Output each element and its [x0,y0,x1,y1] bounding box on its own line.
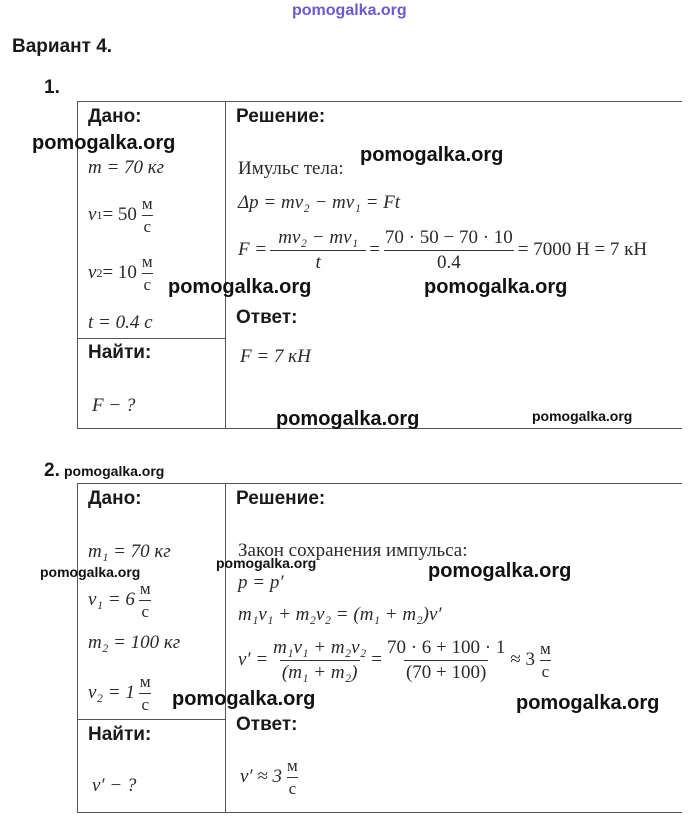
p2-eq3-result: ≈ 3 [510,649,536,670]
p2-find-divider [77,719,226,720]
p2-v2-unit [138,672,153,715]
p1-eq1: Δp = mv₂ − mv₁ = Ft [238,192,401,213]
p1-solution-intro: Имульс тела: [238,158,344,179]
p1-eq2-frac2-num: 70 · 50 − 70 · 10 [384,226,513,248]
p2-given-m2: m₂ = 100 кг [88,632,181,653]
p2-eq3-unit [538,639,553,682]
watermark-p1-c: pomogalka.org [168,276,312,298]
p2-eq3-unit-den: с [541,661,550,681]
p2-v2-unit-num: м [139,671,151,691]
p1-eq2-frac1-den: t [270,250,366,274]
p2-left-border [77,483,78,813]
p2-v1-unit-den: с [141,601,150,621]
p1-find-value: F − ? [92,395,136,416]
p2-v2-unit-den: с [141,694,150,714]
p2-eq3-frac2-num: 70 · 6 + 100 · 1 [386,636,506,658]
p1-v1-value: = 50 [102,204,137,225]
p1-given-mass: m = 70 кг [88,157,165,178]
p1-v2-unit-den: с [143,274,152,294]
p2-answer-unit [285,756,300,799]
p2-find-label: Найти: [88,724,152,745]
p2-given-v2 [88,670,156,716]
watermark-top: pomogalka.org [292,2,407,19]
p2-answer-unit-den: с [288,778,297,798]
p1-given-time: t = 0.4 с [88,312,153,333]
problem2-number: 2. [44,460,60,481]
p2-answer-left: v′ ≈ 3 [240,766,283,787]
p2-v1-unit [138,579,153,622]
p2-answer-label: Ответ: [236,714,298,735]
watermark-p1-e: pomogalka.org [276,408,420,430]
p2-eq3-unit-num: м [540,638,551,658]
p2-eq3-left: v′ = [238,649,269,670]
p2-eq3-frac1 [271,637,368,684]
p1-eq2-frac2 [383,227,515,274]
watermark-p2-f: pomogalka.org [516,692,660,714]
p2-v1-unit-num: м [139,578,151,598]
p1-v1-symbol: v [88,204,97,225]
p2-divider [225,483,226,813]
p2-answer-value [240,752,303,802]
p1-v1-unit-den: с [143,216,152,236]
p1-answer-value: F = 7 кН [240,346,311,367]
p2-bottom-border [77,812,682,813]
p1-given-v1 [88,192,158,238]
p2-v1-value: v₁ = 6 [88,589,135,610]
p1-eq2-frac2-den: 0.4 [384,250,514,274]
p2-solution-label: Решение: [236,488,326,509]
p1-eq2-frac1-num: mv₂ − mv₁ [278,226,359,248]
p2-v2-value: v₂ = 1 [88,682,135,703]
p2-given-label: Дано: [88,488,142,509]
p1-v2-symbol: v [88,262,97,283]
p1-answer-label: Ответ: [236,307,298,328]
p1-v1-unit [140,194,155,237]
watermark-p1-a: pomogalka.org [32,132,176,154]
watermark-p1-f: pomogalka.org [532,408,633,424]
p1-eq2-left: F = [238,239,268,260]
watermark-p2-c: pomogalka.org [216,555,317,571]
variant-title: Вариант 4. [12,36,113,57]
watermark-p2-a: pomogalka.org [64,463,165,479]
p1-eq2: F = $\frac{\text{mv₂ − mv₁}}{t}$ = $\frac{70 \cdot 50 - 70 \cdot 10}{0.4}$ = 7000 Н = 7 кН [238,226,648,273]
watermark-p2-e: pomogalka.org [172,688,316,710]
p1-find-label: Найти: [88,342,152,363]
watermark-p1-d: pomogalka.org [424,276,568,298]
p2-find-value: v′ − ? [92,775,137,796]
p1-eq2-result: = 7000 Н = 7 кН [517,239,648,260]
p1-given-v2 [88,250,158,296]
p1-find-divider [77,338,226,339]
p2-solution-intro: Закон сохранения импульса: [238,540,468,561]
p2-top-border [77,483,682,484]
watermark-p2-b: pomogalka.org [40,564,141,580]
p2-eq3-frac2 [385,637,507,684]
p1-v2-value: = 10 [102,262,137,283]
problem1-number: 1. [44,77,60,98]
p2-eq3-frac2-den: (70 + 100) [405,661,487,683]
p1-eq2-frac1 [270,227,366,274]
p2-given-v1 [88,577,156,623]
p1-given-label: Дано: [88,106,142,127]
p2-given-m1: m₁ = 70 кг [88,541,171,562]
watermark-p1-b: pomogalka.org [360,144,504,166]
p1-v1-sub: 1 [96,207,103,222]
p2-answer-unit-num: м [287,755,298,775]
p1-v2-unit [140,252,155,295]
p1-solution-label: Решение: [236,106,326,127]
p1-divider [225,101,226,429]
p2-eq3-frac1-num: m₁v₁ + m₂v₂ [273,636,367,658]
p1-v1-unit-num: м [141,193,153,213]
p1-v2-sub: 2 [96,265,103,280]
p2-eq2: m₁v₁ + m₂v₂ = (m₁ + m₂)v′ [238,604,442,625]
p1-v2-unit-num: м [141,251,153,271]
watermark-p2-d: pomogalka.org [428,560,572,582]
p2-eq3: v′ = $\frac{\text{m₁v₁ + m₂v₂}}{\text{(m₁ + m₂)}}$ = $\frac{70 \cdot 6 + 100 \cdot 1}{(70 + 100)}$ ≈ 3 $\frac{м}{с}$ [238,636,551,683]
p2-eq1: p = p′ [238,572,284,593]
p2-eq3-frac1-den: (m₁ + m₂) [281,661,358,683]
p1-top-border [77,101,682,102]
